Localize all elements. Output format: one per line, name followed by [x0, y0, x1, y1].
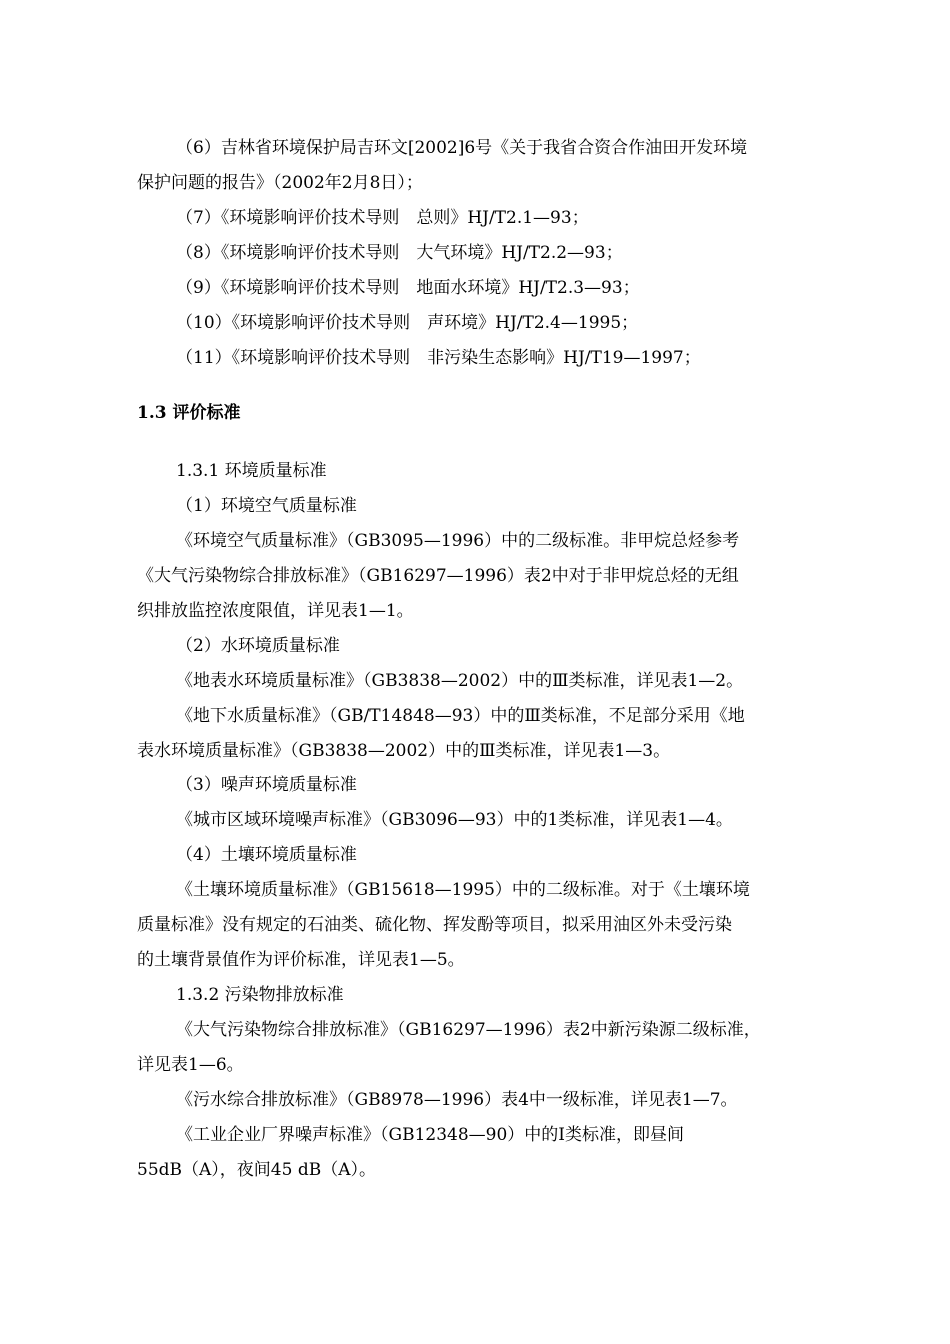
boundary-noise-paragraph-line-1: 《工业企业厂界噪声标准》（GB12348—90）中的Ⅰ类标准，即昼间	[176, 1125, 684, 1145]
item-heading-water: （2）水环境质量标准	[176, 636, 340, 656]
subsection-heading-1-3-2: 1.3.2 污染物排放标准	[176, 985, 344, 1005]
soil-paragraph-line-1: 《土壤环境质量标准》（GB15618—1995）中的二级标准。对于《土壤环境	[176, 880, 750, 900]
soil-paragraph-line-2: 质量标准》没有规定的石油类、硫化物、挥发酚等项目，拟采用油区外未受污染	[137, 915, 732, 935]
noise-paragraph: 《城市区域环境噪声标准》（GB3096—93）中的1类标准，详见表1—4。	[176, 810, 733, 830]
ref-item-6-line-2: 保护问题的报告》（2002年2月8日）；	[137, 173, 423, 193]
section-heading-1-3: 1.3 评价标准	[137, 403, 241, 423]
wastewater-paragraph: 《污水综合排放标准》（GB8978—1996）表4中一级标准，详见表1—7。	[176, 1090, 738, 1110]
boundary-noise-paragraph-line-2: 55dB（A），夜间45 dB（A）。	[137, 1160, 376, 1180]
ref-item-8: （8）《环境影响评价技术导则 大气环境》HJ/T2.2—93；	[176, 243, 623, 263]
air-paragraph-line-1: 《环境空气质量标准》（GB3095—1996）中的二级标准。非甲烷总烃参考	[176, 531, 740, 551]
subsection-heading-1-3-1: 1.3.1 环境质量标准	[176, 461, 327, 481]
emission-air-paragraph-line-1: 《大气污染物综合排放标准》（GB16297—1996）表2中新污染源二级标准，	[176, 1020, 761, 1040]
ref-item-7: （7）《环境影响评价技术导则 总则》HJ/T2.1—93；	[176, 208, 589, 228]
emission-air-paragraph-line-2: 详见表1—6。	[137, 1055, 244, 1075]
groundwater-paragraph-line-1: 《地下水质量标准》（GB/T14848—93）中的Ⅲ类标准，不足部分采用《地	[176, 706, 745, 726]
air-paragraph-line-3: 织排放监控浓度限值，详见表1—1。	[137, 601, 414, 621]
ref-item-6-line-1: （6）吉林省环境保护局吉环文[2002]6号《关于我省合资合作油田开发环境	[176, 138, 748, 158]
item-heading-soil: （4）土壤环境质量标准	[176, 845, 357, 865]
ref-item-10: （10）《环境影响评价技术导则 声环境》HJ/T2.4—1995；	[176, 313, 639, 333]
ref-item-11: （11）《环境影响评价技术导则 非污染生态影响》HJ/T19—1997；	[176, 348, 701, 368]
soil-paragraph-line-3: 的土壤背景值作为评价标准，详见表1—5。	[137, 950, 465, 970]
ref-item-9: （9）《环境影响评价技术导则 地面水环境》HJ/T2.3—93；	[176, 278, 640, 298]
item-heading-air: （1）环境空气质量标准	[176, 496, 357, 516]
surface-water-paragraph: 《地表水环境质量标准》（GB3838—2002）中的Ⅲ类标准，详见表1—2。	[176, 671, 744, 691]
groundwater-paragraph-line-2: 表水环境质量标准》（GB3838—2002）中的Ⅲ类标准，详见表1—3。	[137, 741, 671, 761]
air-paragraph-line-2: 《大气污染物综合排放标准》（GB16297—1996）表2中对于非甲烷总烃的无组	[137, 566, 739, 586]
item-heading-noise: （3）噪声环境质量标准	[176, 775, 357, 795]
